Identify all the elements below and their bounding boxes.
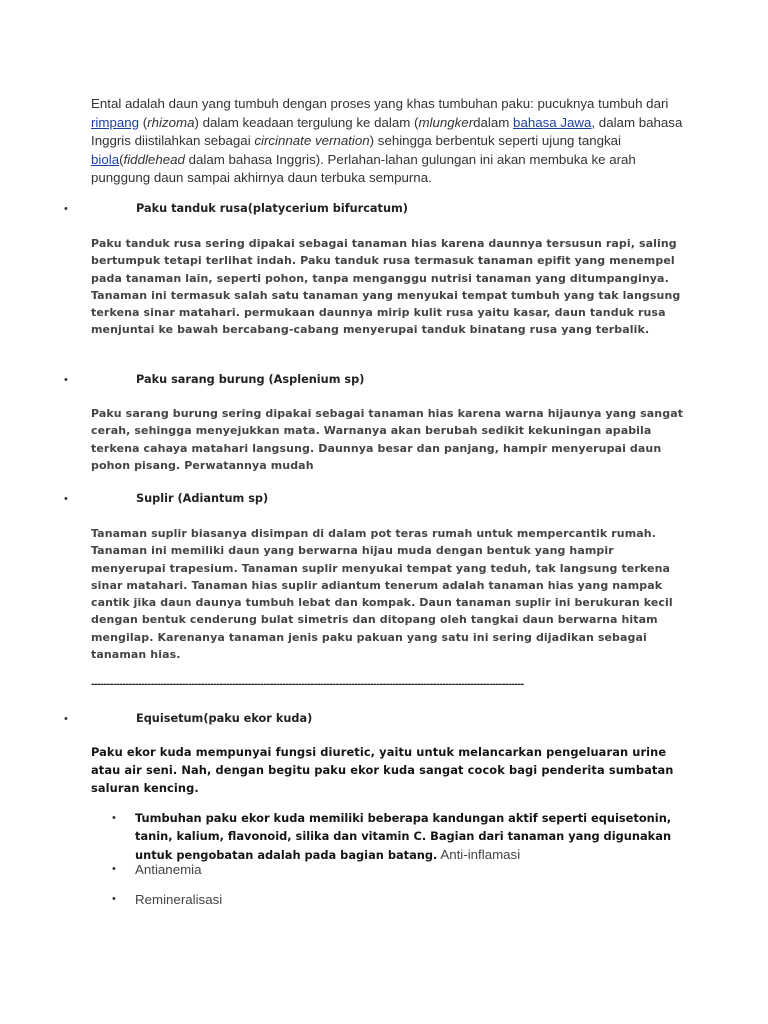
- intro-paragraph: [91, 95, 691, 188]
- intro-italic-rhizoma: rhizoma: [147, 114, 195, 130]
- intro-text: (: [139, 114, 148, 130]
- section-heading: Equisetum(paku ekor kuda): [136, 712, 313, 725]
- sub-list-item-plain: Anti-inflamasi: [437, 846, 521, 862]
- section-heading: Paku sarang burung (Asplenium sp): [136, 373, 365, 386]
- sub-list-item: Remineralisasi: [135, 892, 223, 907]
- sub-bullet-icon: •: [112, 863, 116, 875]
- section-body: Paku tanduk rusa sering dipakai sebagai tanaman hias karena daunnya tersusun rapi, saling bertumpuk tetapi terlihat indah. Paku tanduk rusa termasuk tanaman epifit yang menempel pada tanaman lain, seperti pohon, tanpa menganggu nutrisi tanaman yang ditumpanginya. Tanaman ini termasuk salah satu tanaman yang menyukai tempat tumbuh yang tak langsung terkena sinar matahari. permukaan daunnya mirip kulit rusa yaitu kasar, daun tanduk rusa menjuntai ke bawah bercabang-cabang menyerupai tanduk binatang rusa yang terbalik.: [91, 237, 681, 337]
- link-bahasa-jawa[interactable]: bahasa Jawa: [513, 114, 592, 130]
- section-heading: Paku tanduk rusa(platycerium bifurcatum): [136, 202, 408, 215]
- section-heading: Suplir (Adiantum sp): [136, 492, 269, 505]
- intro-text: dalam: [473, 114, 514, 130]
- link-biola[interactable]: biola: [91, 151, 120, 167]
- section-body: Paku ekor kuda mempunyai fungsi diuretic, yaitu untuk melancarkan pengeluaran urine atau air seni. Nah, dengan begitu paku ekor kuda sangat cocok bagi penderita sumbatan saluran kencing.: [91, 745, 674, 795]
- bullet-icon: •: [64, 713, 68, 725]
- link-rimpang[interactable]: rimpang: [91, 114, 140, 130]
- section-heading-row: [0, 709, 768, 729]
- intro-text: ) sehingga berbentuk seperti ujung tangkai: [369, 133, 622, 148]
- section-body: Paku sarang burung sering dipakai sebagai tanaman hias karena warna hijaunya yang sangat cerah, sehingga menyejukkan mata. Warnanya akan berubah sedikit kekuningan apabila terkena cahaya matahari langsung. Daunnya besar dan panjang, hampir menyerupai daun pohon pisang. Perwatannya mudah: [91, 407, 684, 472]
- intro-italic-fiddlehead: fiddlehead: [123, 151, 185, 167]
- bullet-icon: •: [64, 374, 68, 386]
- section-body: Tanaman suplir biasanya disimpan di dalam pot teras rumah untuk mempercantik rumah. Tanaman ini memiliki daun yang berwarna hijau muda dengan bentuk yang hampir menyerupai trapesium. Tanaman suplir menyukai tempat yang teduh, tak langsung terkena sinar matahari. Tanaman hias suplir adiantum tenerum adalah tanaman hias yang nampak cantik jika daun daunya tumbuh lebat dan kompak. Daun tanaman suplir ini berukuran kecil dengan bentuk cenderung bulat simetris dan ditopang oleh tangkai daun berwarna hitam mengilap. Karenanya tanaman jenis paku pakuan yang satu ini sering dijadikan sebagai tanaman hias.: [91, 527, 673, 662]
- sub-bullet-icon: •: [112, 812, 116, 824]
- bullet-icon: •: [64, 493, 68, 505]
- sub-list-item: [135, 810, 680, 864]
- section-heading-row: [0, 370, 768, 390]
- intro-text: Ental adalah daun yang tumbuh dengan proses yang khas tumbuhan paku: pucuknya tumbuh dari: [91, 96, 669, 111]
- intro-italic-circinnate: circinnate vernation: [254, 133, 370, 148]
- intro-text: (: [119, 151, 124, 167]
- sub-bullet-icon: •: [112, 893, 116, 905]
- intro-italic-mlungker: mlungker: [418, 114, 474, 130]
- section-heading-row: [0, 489, 768, 509]
- sub-list-item: Antianemia: [135, 862, 202, 877]
- bullet-icon: •: [64, 203, 68, 215]
- sub-list-item-bold: Tumbuhan paku ekor kuda memiliki beberapa kandungan aktif seperti equisetonin, tanin, kalium, flavonoid, silika dan vitamin C. Bagian dari tanaman yang digunakan untuk pengobatan adalah pada bagian batang.: [135, 811, 672, 862]
- section-heading-row: [0, 199, 768, 219]
- intro-text: , dalam bahasa Inggris diistilahkan sebagai: [91, 114, 683, 148]
- intro-text: dalam bahasa Inggris). Perlahan-lahan gulungan ini akan membuka ke arah punggung daun sampai akhirnya daun terbuka sempurna.: [91, 151, 636, 185]
- intro-text: ) dalam keadaan tergulung ke dalam (: [194, 114, 419, 130]
- dashed-divider: ------------------------------------------------------------------------------------------------------------------------------------------: [91, 680, 524, 690]
